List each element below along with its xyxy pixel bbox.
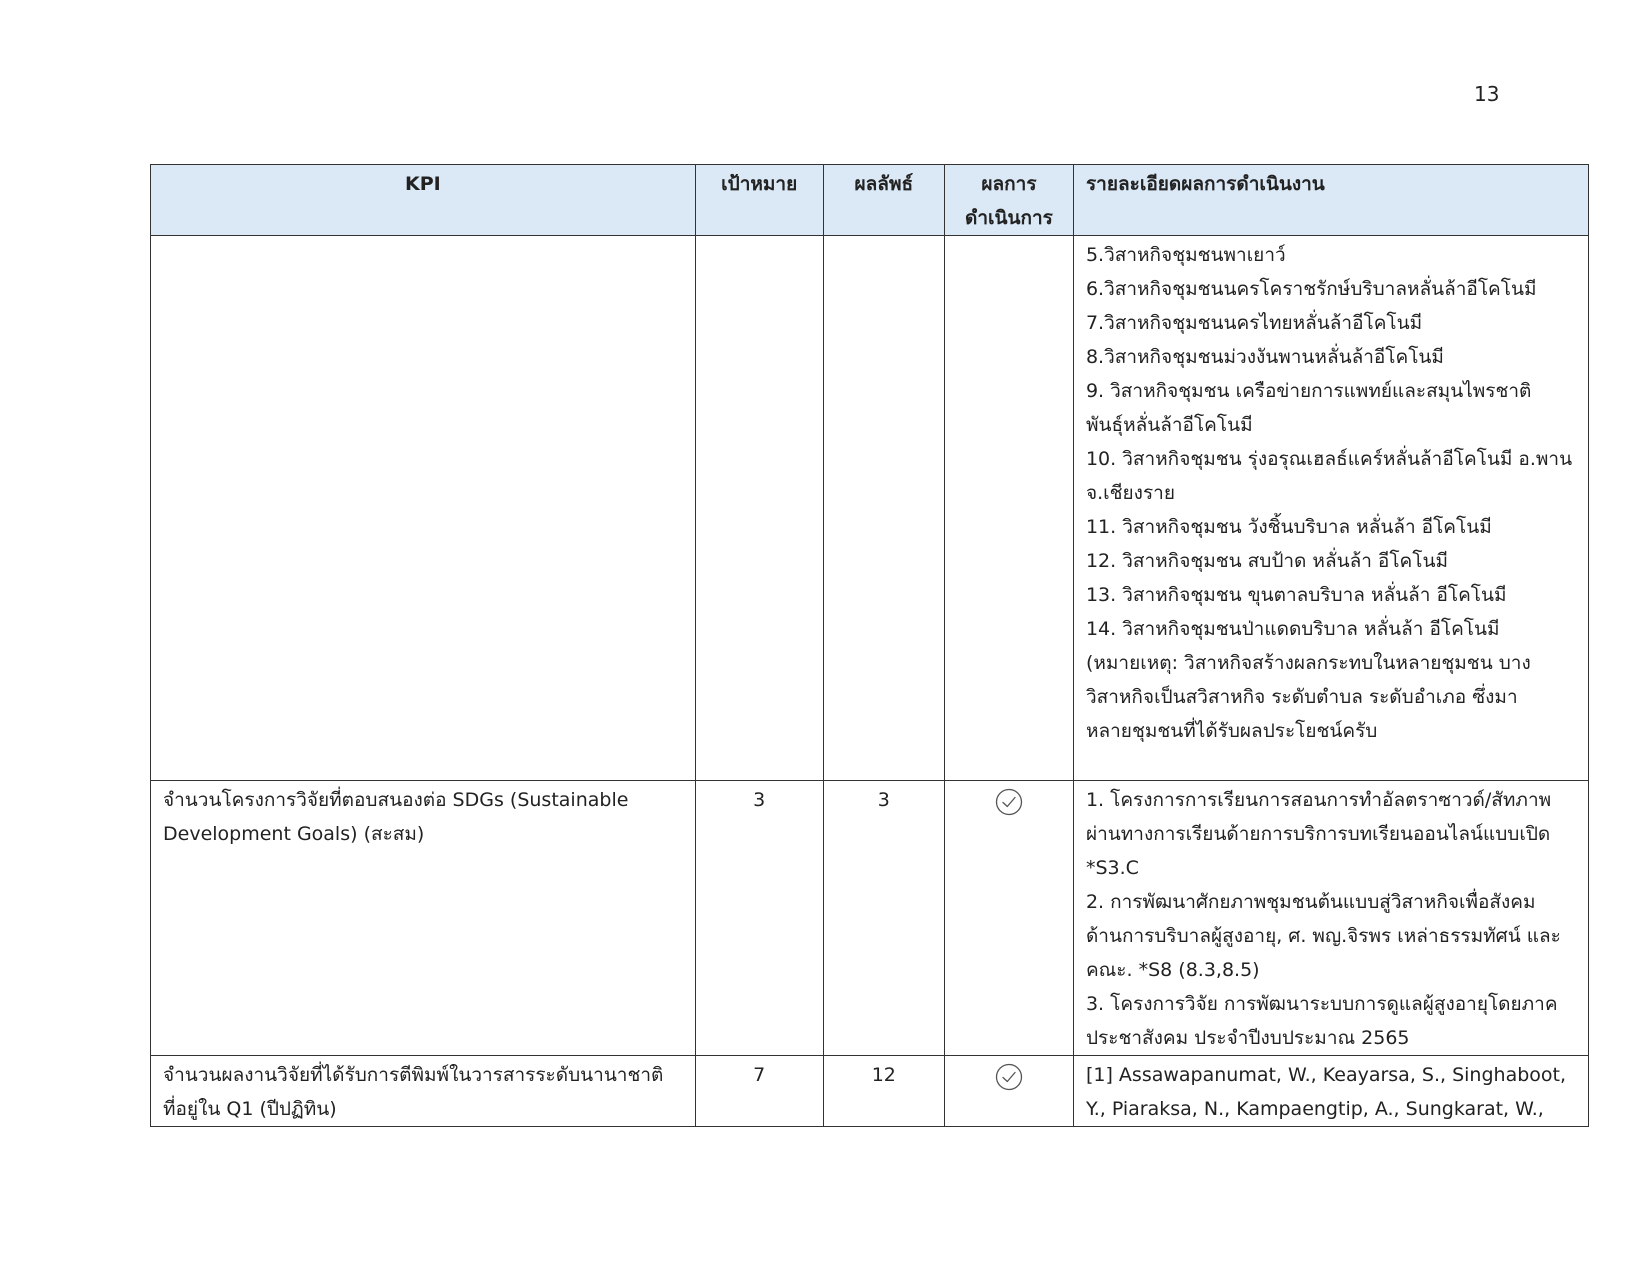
status-cell bbox=[944, 236, 1073, 781]
header-status-line2: ดำเนินการ bbox=[965, 207, 1053, 229]
detail-line: [1] Assawapanumat, W., Keayarsa, S., Singhaboot, bbox=[1085, 1064, 1567, 1086]
table-row bbox=[151, 1056, 1589, 1127]
status-cell bbox=[944, 1056, 1073, 1127]
detail-line: 5.วิสาหกิจชุมชนพาเยาว์ bbox=[1085, 244, 1286, 266]
kpi-line: จำนวนโครงการวิจัยที่ตอบสนองต่อ SDGs (Sustainable bbox=[163, 789, 629, 811]
kpi-line: ที่อยู่ใน Q1 (ปีปฏิทิน) bbox=[163, 1098, 337, 1120]
detail-line: 12. วิสาหกิจชุมชน สบป้าด หลั่นล้า อีโคโนมี bbox=[1085, 550, 1448, 572]
header-status-line1: ผลการ bbox=[981, 173, 1037, 195]
detail-line: 10. วิสาหกิจชุมชน รุ่งอรุณเฮลธ์แคร์หลั่นล้าอีโคโนมี อ.พาน bbox=[1085, 448, 1573, 470]
kpi-cell bbox=[151, 236, 696, 781]
table-header-row bbox=[151, 165, 1589, 236]
detail-line: หลายชุมชนที่ได้รับผลประโยชน์ครับ bbox=[1085, 720, 1378, 742]
result-cell: 3 bbox=[823, 781, 944, 1056]
kpi-table bbox=[150, 164, 1589, 1127]
detail-line: 2. การพัฒนาศักยภาพชุมชนต้นแบบสู่วิสาหกิจเพื่อสังคม bbox=[1085, 891, 1536, 913]
detail-line: ประชาสังคม ประจำปีงบประมาณ 2565 bbox=[1085, 1027, 1410, 1049]
target-cell: 7 bbox=[695, 1056, 823, 1127]
table-row bbox=[151, 236, 1589, 781]
detail-line: 3. โครงการวิจัย การพัฒนาระบบการดูแลผู้สูงอายุโดยภาค bbox=[1085, 993, 1558, 1015]
header-target: เป้าหมาย bbox=[695, 165, 823, 236]
kpi-cell bbox=[151, 781, 696, 1056]
detail-line: ผ่านทางการเรียนด้ายการบริการบทเรียนออนไลน์แบบเปิด bbox=[1085, 823, 1551, 845]
detail-cell bbox=[1073, 1056, 1588, 1127]
table-row bbox=[151, 781, 1589, 1056]
header-status bbox=[944, 165, 1073, 236]
detail-cell bbox=[1073, 236, 1588, 781]
kpi-line: จำนวนผลงานวิจัยที่ได้รับการตีพิมพ์ในวารสารระดับนานาชาติ bbox=[163, 1064, 664, 1086]
page-number: 13 bbox=[1474, 82, 1500, 106]
detail-line: 1. โครงการการเรียนการสอนการทำอัลตราซาวด์/สัทภาพ bbox=[1085, 789, 1552, 811]
header-kpi: KPI bbox=[151, 165, 696, 236]
detail-line: 14. วิสาหกิจชุมชนป่าแดดบริบาล หลั่นล้า อีโคโนมี bbox=[1085, 618, 1500, 640]
detail-line: 8.วิสาหกิจชุมชนม่วงงันพานหลั่นล้าอีโคโนมี bbox=[1085, 346, 1444, 368]
result-cell bbox=[823, 236, 944, 781]
result-cell: 12 bbox=[823, 1056, 944, 1127]
detail-line: (หมายเหตุ: วิสาหกิจสร้างผลกระทบในหลายชุมชน บาง bbox=[1085, 652, 1531, 674]
detail-cell bbox=[1073, 781, 1588, 1056]
detail-line: *S3.C bbox=[1085, 857, 1139, 879]
target-cell bbox=[695, 236, 823, 781]
header-detail: รายละเอียดผลการดำเนินงาน bbox=[1073, 165, 1588, 236]
detail-line: Y., Piaraksa, N., Kampaengtip, A., Sungkarat, W., bbox=[1085, 1098, 1544, 1120]
detail-line: 7.วิสาหกิจชุมชนนครไทยหลั่นล้าอีโคโนมี bbox=[1085, 312, 1423, 334]
detail-line: ด้านการบริบาลผู้สูงอายุ, ศ. พญ.จิรพร เหล่าธรรมทัศน์ และ bbox=[1085, 925, 1561, 947]
detail-line: 13. วิสาหกิจชุมชน ขุนตาลบริบาล หลั่นล้า อีโคโนมี bbox=[1085, 584, 1507, 606]
detail-line: พันธุ์หลั่นล้าอีโคโนมี bbox=[1085, 414, 1253, 436]
check-circle-icon bbox=[995, 788, 1023, 816]
detail-line: 9. วิสาหกิจชุมชน เครือข่ายการแพทย์และสมุนไพรชาติ bbox=[1085, 380, 1532, 402]
detail-line: คณะ. *S8 (8.3,8.5) bbox=[1085, 959, 1260, 981]
header-result: ผลลัพธ์ bbox=[823, 165, 944, 236]
detail-line: 11. วิสาหกิจชุมชน วังชิ้นบริบาล หลั่นล้า อีโคโนมี bbox=[1085, 516, 1492, 538]
kpi-cell bbox=[151, 1056, 696, 1127]
detail-line: จ.เชียงราย bbox=[1085, 482, 1175, 504]
detail-line: 6.วิสาหกิจชุมชนนครโคราชรักษ์บริบาลหลั่นล้าอีโคโนมี bbox=[1085, 278, 1537, 300]
status-cell bbox=[944, 781, 1073, 1056]
check-circle-icon bbox=[995, 1063, 1023, 1091]
detail-line: วิสาหกิจเป็นสวิสาหกิจ ระดับตำบล ระดับอำเภอ ซึ่งมา bbox=[1085, 686, 1518, 708]
kpi-line: Development Goals) (สะสม) bbox=[163, 823, 425, 845]
target-cell: 3 bbox=[695, 781, 823, 1056]
